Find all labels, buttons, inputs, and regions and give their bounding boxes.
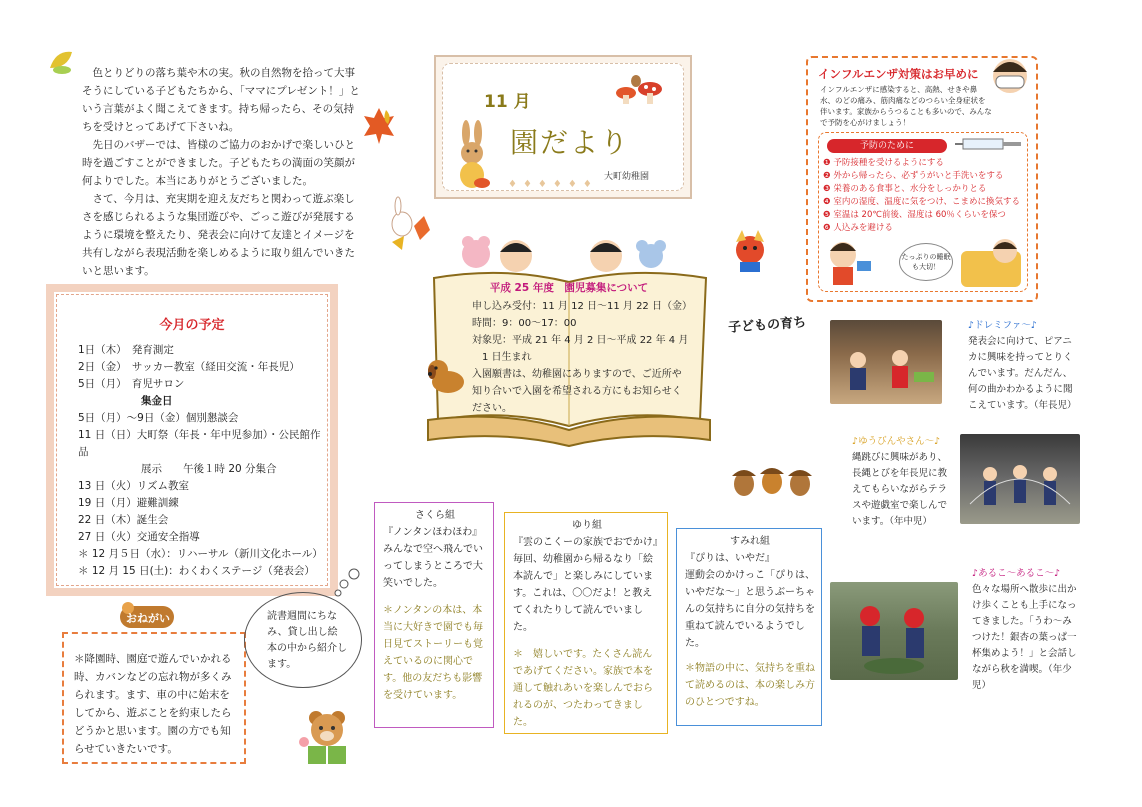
recruit-details <box>472 298 692 417</box>
recruit-title: 平成 25 年度 園児募集について <box>489 282 649 294</box>
book-body: 毎回、幼稚園から帰るなり「絵本読んで」と楽しみにしています。これは、〇〇だよ！と教えてくれたりして読んでいました。 <box>513 554 653 633</box>
page-title: 園だより <box>510 126 631 159</box>
prevention-item: ❻ 人込みを避ける <box>823 223 893 233</box>
schedule-list <box>78 342 330 580</box>
prevention-item: ❶ 予防接種を受けるようにする <box>823 158 944 168</box>
photo-caption: 発表会に向けて、ピアニカに興味を持ってとりくんでいます。だんだん、何の曲かわかるように聞こえています。（年長児） <box>968 336 1077 411</box>
growth-title: 子どもの育ち <box>727 315 807 336</box>
book-body: 運動会のかけっこ「ぴりは、いやだな～」と思うぶーちゃんの気持ちに自分の気持ちを重ねて読んでいるようでした。 <box>685 570 815 649</box>
dog-icon <box>426 356 474 396</box>
mushroom-squirrel-icon <box>612 71 668 107</box>
onegai-label: おねがい <box>126 612 170 625</box>
book-card-sumire <box>676 528 822 726</box>
acorns-icon <box>722 456 822 502</box>
recruit-line: 対象児：平成 21 年 4 月 2 日～平成 22 年 4 月 <box>472 335 689 346</box>
book-note: ＊ノンタンの本は、本当に大好きで園でも毎日見てストーリーも覚えているのに関心です。他の友だちも影響を受けています。 <box>383 605 483 701</box>
intro-paragraph-3: さて、今月は、充実期を迎え友だちと関わって遊ぶ楽しさを感じられるような集団遊びや、ごっこ遊びが発展するように環境を整えたり、発表会に向けて友達とイメージを共有しながら表現活動を楽しめるように取り組んでいきたいと思います。 <box>82 193 355 277</box>
syringe-icon <box>953 133 1023 155</box>
intro-paragraph-2: 先日のバザーでは、皆様のご協力のおかげで楽しいひと時を過ごすことができました。子どもたちの満面の笑顔が何よりでした。本当にありがとうございました。 <box>82 139 355 187</box>
book-class: すみれ組 <box>730 536 770 547</box>
photo-text-2 <box>852 434 952 530</box>
header-card <box>434 55 692 199</box>
schedule-box <box>46 284 338 596</box>
onegai-box <box>62 632 246 764</box>
bear-reading-icon <box>292 700 362 770</box>
schedule-item: 集金日 <box>78 395 173 407</box>
prevention-item: ❸ 栄養のある食事と、水分をしっかりとる <box>823 184 987 194</box>
prevention-item: ❺ 室温は 20℃前後、湿度は 60％くらいを保つ <box>823 210 1006 220</box>
onegai-badge <box>118 600 176 630</box>
influenza-intro: インフルエンザに感染すると、高熱、せきや鼻水、のどの痛み、筋肉痛などのつらい全身症状を伴います。家族からうつることも多いので、みんなで予防を心がけましょう！ <box>820 85 992 127</box>
photo-text-1 <box>968 318 1080 414</box>
schedule-item: 11 日（日）大町祭（年長・年中児参加）・公民館作品 <box>78 429 321 458</box>
photo-text-3 <box>972 566 1080 694</box>
schedule-item: 13 日（火）リズム教室 <box>78 480 189 492</box>
book-card-yuri <box>504 512 668 734</box>
influenza-title: インフルエンザ対策はお早めに <box>818 67 979 81</box>
book-title: 『雲のこくーの家族でおでかけ』 <box>513 537 663 548</box>
leaf-icon <box>46 46 78 78</box>
prevention-list <box>823 157 1027 235</box>
book-card-sakura <box>374 502 494 728</box>
red-oni-icon <box>722 226 778 276</box>
schedule-item: 展示 午後１時 20 分集合 <box>78 463 277 475</box>
photo-pianica <box>830 320 942 404</box>
photo-heading: ♪あるこ～あるこ～♪ <box>972 568 1061 579</box>
schedule-item: 5日（月）～9日（金）個別懇談会 <box>78 412 239 424</box>
rabbit-icon <box>452 119 496 191</box>
bubble-text: 読書週間にちなみ、貸し出し絵本の中から紹介します。 <box>267 611 347 670</box>
photo-heading: ♪ドレミファ～♪ <box>968 320 1037 331</box>
recruit-line: 時間：9：00～17：00 <box>472 318 577 329</box>
book-class: ゆり組 <box>572 520 602 531</box>
onegai-text: ＊降園時、園庭で遊んでいかれる時、カバンなどの忘れ物が多くみられます。ます、車の中に始末をしてから、遊ぶことを約束したらどうかと思います。園の方でも知らせていきたいです。 <box>74 653 232 755</box>
photo-jumprope <box>960 434 1080 524</box>
schedule-item: 2日（金） サッカー教室（経田交流・年長児） <box>78 361 300 373</box>
prevention-item: ❷ 外から帰ったら、必ずうがいと手洗いをする <box>823 171 1004 181</box>
prevention-subtitle: 予防のために <box>827 139 947 153</box>
influenza-panel <box>806 56 1038 302</box>
prevention-box <box>818 132 1028 292</box>
book-title: 『ノンタンほわほわ』 <box>383 527 483 538</box>
photo-caption: 色々な場所へ散歩に出かけ歩くことも上手になってきました。「うわ～みつけた！銀杏の葉っぱ一杯集めよう！」と会話しながら秋を満喫。（年少児） <box>972 584 1077 691</box>
mask-child-icon <box>984 56 1038 96</box>
sleeping-child-icon <box>955 229 1025 289</box>
book-note: ＊物語の中に、気持ちを重ねて読めるのは、本の楽しみ方のひとつですね。 <box>685 663 815 708</box>
intro-text <box>82 64 360 280</box>
schedule-title: 今月の予定 <box>159 318 225 333</box>
schedule-item: 22 日（木）誕生会 <box>78 514 169 526</box>
recruit-line: 申し込み受付：11 月 12 日～11 月 22 日（金） <box>472 301 692 312</box>
schedule-item: 5日（月） 育児サロン <box>78 378 185 390</box>
autumn-leaf-icon <box>362 106 396 146</box>
sleep-bubble <box>899 243 953 281</box>
photo-caption: 縄跳びに興味があり、長縄とびを年長児に教えてもらいながらテラスや遊戯室で楽しんでいます。（年中児） <box>852 452 948 527</box>
deco-dots: ♦♦♦♦♦♦ <box>508 179 598 190</box>
speech-bubble <box>244 592 362 688</box>
school-name: 大町幼稚園 <box>604 172 650 182</box>
photo-heading: ♪ゆうびんやさん～♪ <box>852 436 941 447</box>
schedule-item: 19 日（月）避難訓練 <box>78 497 179 509</box>
month-label: 11 月 <box>484 92 531 112</box>
book-note: ＊ 嬉しいです。たくさん読んであげてください。家族で本を通して触れあいを楽しんでおられるのが、つたわってきました。 <box>513 649 653 728</box>
prevention-item: ❹ 室内の湿度、温度に気をつけ、こまめに換気する <box>823 197 1020 207</box>
recruit-line: 入園願書は、幼稚園にありますので、ご近所や知り合いで入園を希望される方にもお知らせください。 <box>472 369 682 414</box>
schedule-item: ＊ 12 月 15 日(土)：わくわくステージ（発表会） <box>78 565 315 577</box>
sleep-bubble-text: たっぷりの睡眠も大切！ <box>901 253 951 271</box>
schedule-item: ＊ 12 月５日（水）：リハーサル（新川文化ホール） <box>78 548 323 560</box>
recruit-line: 1 日生まれ <box>472 352 532 363</box>
photo-walk <box>830 582 958 680</box>
book-title: 『ぴりは、いやだ』 <box>685 553 775 564</box>
schedule-item: 27 日（火）交通安全指導 <box>78 531 200 543</box>
bubble-tail <box>332 568 362 598</box>
schedule-item: 1日（木） 発育測定 <box>78 344 174 356</box>
rabbit-leaf-icon <box>384 196 432 252</box>
intro-paragraph-1: 色とりどりの落ち葉や木の実。秋の自然物を拾って大事そうにしている子どもたちから、「ママにプレゼント！」という言葉がよく聞こえてきます。持ち帰ったら、その気持ちを受けとってあげて下さいね。 <box>82 67 360 133</box>
recruit-book <box>424 270 714 448</box>
book-class: さくら組 <box>415 510 455 521</box>
handwash-child-icon <box>821 237 877 289</box>
book-body: みんなで空へ飛んでいってしまうところで大笑いでした。 <box>383 544 483 589</box>
